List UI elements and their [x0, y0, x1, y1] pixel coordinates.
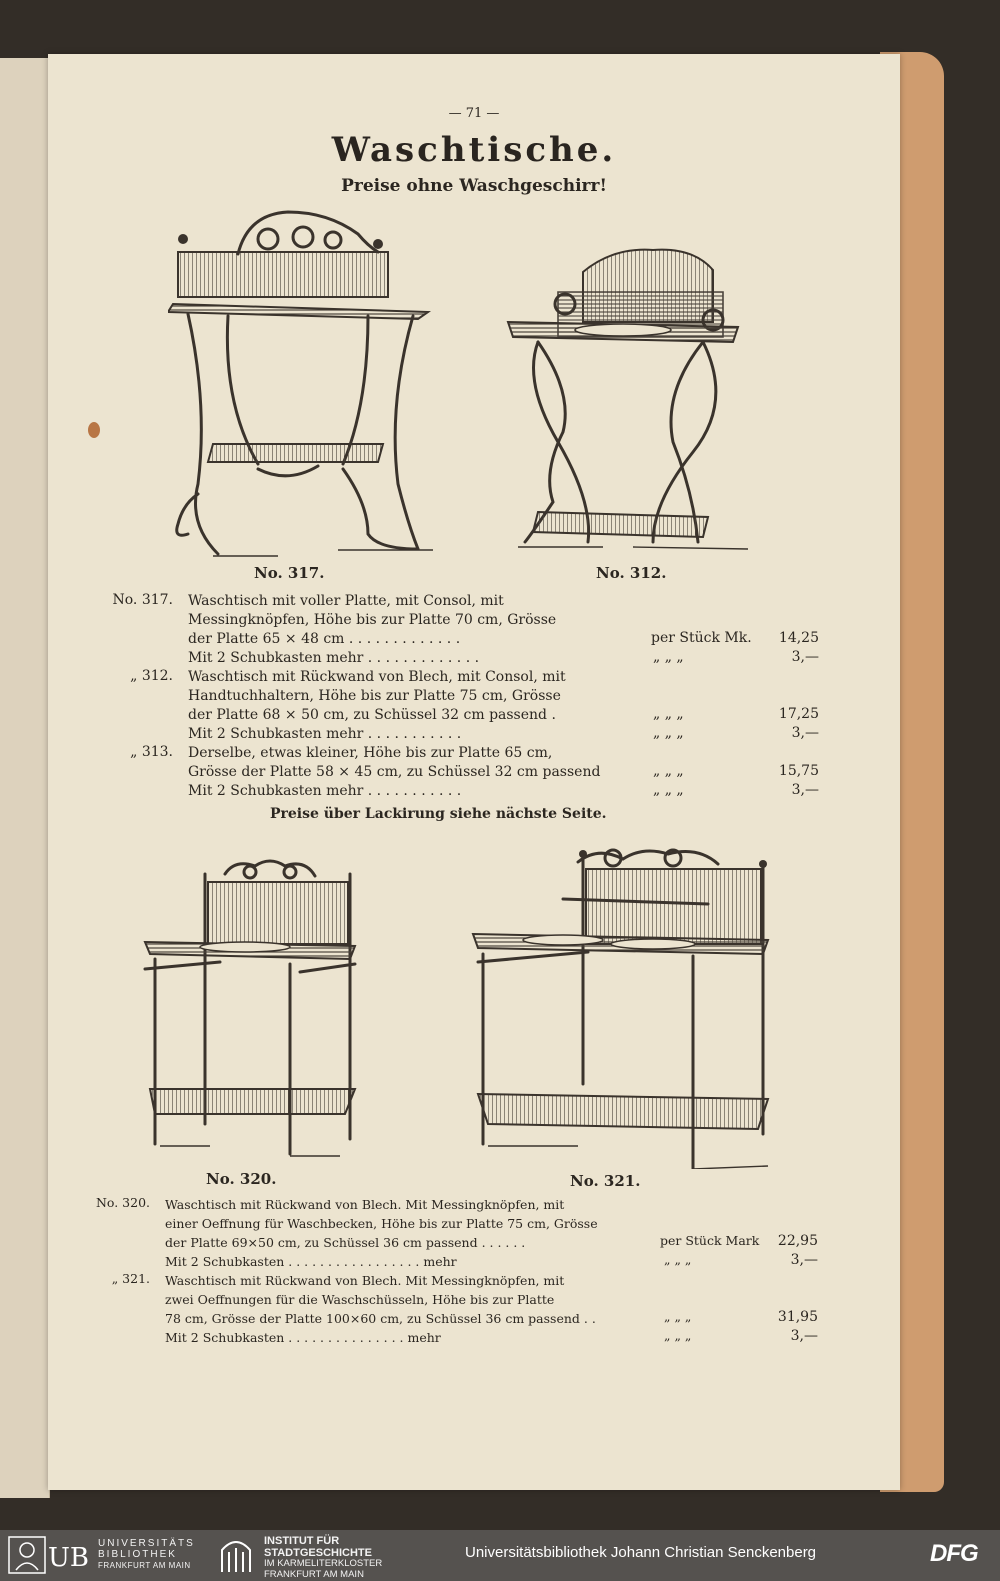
item-description-line: Grösse der Platte 58 × 45 cm, zu Schüssel 32 cm passend [188, 764, 601, 780]
item-description-line: der Platte 68 × 50 cm, zu Schüssel 32 cm passend . [188, 707, 556, 723]
item-description-line: Derselbe, etwas kleiner, Höhe bis zur Platte 65 cm, [188, 745, 553, 761]
isg-logo-icon[interactable] [218, 1536, 254, 1574]
caption-no-317: No. 317. [254, 564, 325, 582]
illustration-washstand-320 [140, 854, 370, 1164]
price-unit: per Stück Mk. [651, 630, 752, 646]
viewer-footer-bar [0, 1530, 1000, 1581]
price-value: 3,— [791, 782, 819, 798]
price-value: 31,95 [777, 1309, 818, 1325]
ub-city: FRANKFURT AM MAIN [98, 1561, 191, 1570]
item-description-line: Messingknöpfen, Höhe bis zur Platte 70 cm, Grösse [188, 612, 557, 628]
isg-line4: FRANKFURT AM MAIN [264, 1568, 364, 1580]
item-description-line: Waschtisch mit Rückwand von Blech. Mit Messingknöpfen, mit [165, 1273, 565, 1288]
page-title: Waschtische. [331, 130, 617, 170]
item-number: „ 313. [130, 744, 173, 760]
item-number: „ 312. [130, 668, 173, 684]
left-page-edge [0, 58, 50, 1498]
item-description-line: Mit 2 Schubkasten mehr . . . . . . . . . . . [188, 783, 462, 799]
item-description-line: einer Oeffnung für Waschbecken, Höhe bis zur Platte 75 cm, Grösse [165, 1216, 598, 1231]
price-unit: „ „ „ [664, 1328, 692, 1343]
ub-logo-text: UB [48, 1543, 90, 1573]
page-number: — 71 — [448, 106, 500, 121]
isg-line2: STADTGESCHICHTE [264, 1546, 372, 1559]
library-credit-link[interactable]: Universitätsbibliothek Johann Christian Senckenberg [465, 1544, 817, 1561]
catalog-page [48, 54, 900, 1490]
price-unit: „ „ „ [664, 1252, 692, 1267]
ub-name-line2: BIBLIOTHEK [98, 1549, 177, 1560]
caption-no-320: No. 320. [206, 1170, 277, 1188]
price-value: 15,75 [778, 763, 819, 779]
isg-line3: IM KARMELITERKLOSTER [264, 1558, 383, 1569]
isg-name-block [264, 1536, 382, 1580]
illustration-washstand-317 [168, 204, 438, 559]
item-description-line: der Platte 65 × 48 cm . . . . . . . . . . . . . [188, 631, 461, 647]
item-number: No. 317. [112, 592, 173, 608]
price-value: 22,95 [777, 1233, 818, 1249]
isg-line1: INSTITUT FÜR [264, 1535, 340, 1547]
price-unit: „ „ „ [653, 725, 684, 741]
price-unit: „ „ „ [653, 706, 684, 722]
illustration-washstand-321 [468, 844, 778, 1169]
price-unit: „ „ „ [664, 1309, 692, 1324]
price-unit: „ „ „ [653, 782, 684, 798]
item-number: No. 320. [95, 1195, 150, 1210]
price-value: 3,— [791, 649, 819, 665]
item-description-line: Mit 2 Schubkasten mehr . . . . . . . . . . . . . [188, 650, 480, 666]
item-description-line: der Platte 69×50 cm, zu Schüssel 36 cm passend . . . . . . [165, 1235, 526, 1250]
item-description-line: Waschtisch mit voller Platte, mit Consol, mit [188, 593, 504, 609]
item-description-line: Mit 2 Schubkasten . . . . . . . . . . . . . . . mehr [165, 1330, 441, 1345]
caption-no-312: No. 312. [596, 564, 667, 582]
item-description-line: Handtuchhaltern, Höhe bis zur Platte 75 cm, Grösse [188, 688, 561, 704]
ub-name-line1: UNIVERSITÄTS [98, 1538, 195, 1549]
price-value: 17,25 [778, 706, 819, 722]
price-unit: „ „ „ [653, 763, 684, 779]
item-number: „ 321. [111, 1271, 150, 1286]
price-value: 14,25 [778, 630, 819, 646]
price-value: 3,— [790, 1252, 818, 1268]
ub-logo-icon[interactable] [8, 1536, 96, 1574]
paper-stain [88, 422, 100, 438]
price-unit: „ „ „ [653, 649, 684, 665]
item-description-line: 78 cm, Grösse der Platte 100×60 cm, zu Schüssel 36 cm passend . . [165, 1311, 596, 1326]
item-description-line: Mit 2 Schubkasten mehr . . . . . . . . . . . [188, 726, 462, 742]
item-description-line: zwei Oeffnungen für die Waschschüsseln, Höhe bis zur Platte [165, 1292, 555, 1307]
item-description-line: Mit 2 Schubkasten . . . . . . . . . . . . . . . . . mehr [165, 1254, 457, 1269]
price-value: 3,— [791, 725, 819, 741]
ub-name-block [98, 1538, 195, 1571]
lacquer-note: Preise über Lackirung siehe nächste Seite. [270, 806, 607, 822]
price-value: 3,— [790, 1328, 818, 1344]
item-description-line: Waschtisch mit Rückwand von Blech. Mit Messingknöpfen, mit [165, 1197, 565, 1212]
dfg-logo[interactable]: DFG [930, 1540, 978, 1567]
price-unit: per Stück Mark [660, 1233, 760, 1248]
illustration-washstand-312 [503, 242, 758, 562]
page-subtitle: Preise ohne Waschgeschirr! [341, 176, 607, 196]
caption-no-321: No. 321. [570, 1172, 641, 1190]
item-description-line: Waschtisch mit Rückwand von Blech, mit Consol, mit [188, 669, 566, 685]
